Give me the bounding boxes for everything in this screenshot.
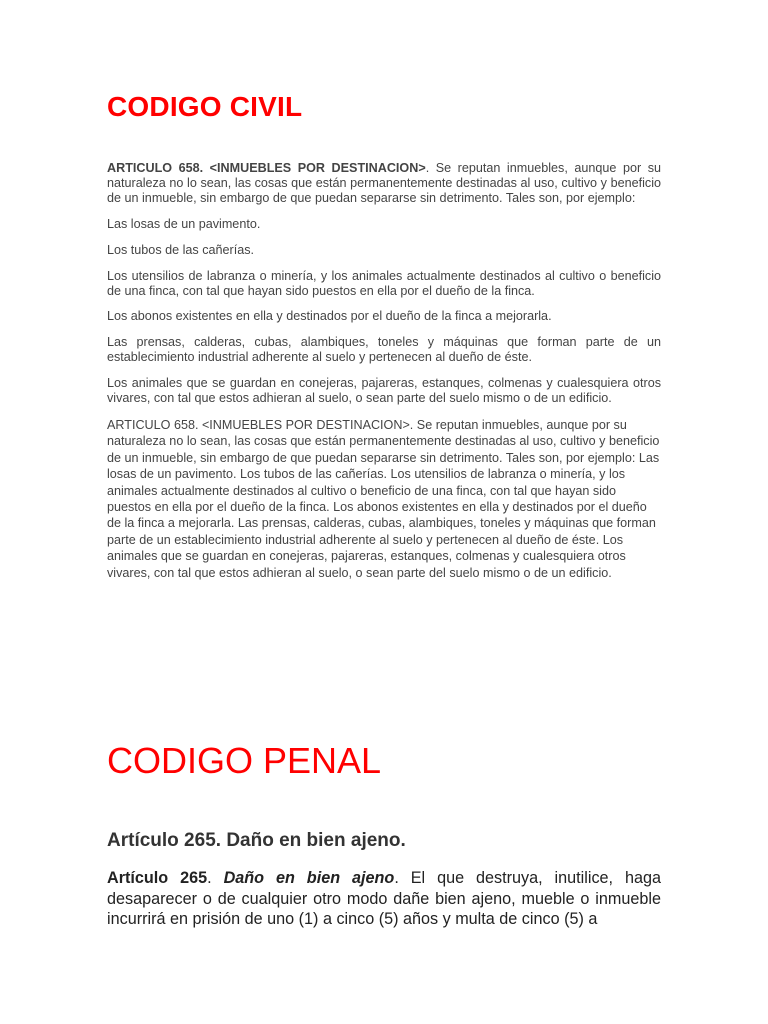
- articulo-658-label: ARTICULO 658. <INMUEBLES POR DESTINACION>: [107, 161, 426, 175]
- articulo-658-repeat-paragraph: ARTICULO 658. <INMUEBLES POR DESTINACION>. Se reputan inmuebles, aunque por su naturaleza no lo sean, las cosas que están permanentemente destinadas al uso, cultivo y beneficio de un inmueble, sin embargo de que puedan separarse sin detrimento. Tales son, por ejemplo: Las losas de un pavimento. Los tubos de las cañerías. Los utensilios de labranza o minería, y los animales actualmente destinados al cultivo o beneficio de una finca, con tal que hayan sido puestos en ella por el dueño de la finca. Los abonos existentes en ella y destinados por el dueño de la finca a mejorarla. Las prensas, calderas, cubas, alambiques, toneles y máquinas que forman parte de un establecimiento industrial adherente al suelo y pertenecen al dueño de éste. Los animales que se guardan en conejeras, pajareras, estanques, colmenas y cualesquiera otros vivares, con tal que estos adhieran al suelo, o sean parte del suelo mismo o de un edificio.: [107, 417, 660, 580]
- articulo-265-body: [107, 868, 661, 930]
- codigo-penal-title: CODIGO PENAL: [107, 740, 382, 781]
- articulo-265-text: . El que destruya, inutilice, haga desaparecer o de cualquier otro modo dañe bien ajeno, mueble o inmueble incurrirá en prisión de uno (1) a cinco (5) años y multa de cinco (5) a: [107, 869, 661, 928]
- articulo-658-intro-text: . Se reputan inmuebles, aunque por su naturaleza no lo sean, las cosas que están permanentemente destinadas al uso, cultivo y beneficio de un inmueble, sin embargo de que puedan separarse sin detrimento. Tales son, por ejemplo:: [107, 161, 661, 206]
- articulo-265-name: Daño en bien ajeno: [223, 869, 395, 887]
- civil-item-3: Los utensilios de labranza o minería, y los animales actualmente destinados al cultivo o beneficio de una finca, con tal que hayan sido puestos en ella por el dueño de la finca.: [107, 268, 661, 298]
- articulo-265-label: Artículo 265: [107, 869, 208, 887]
- codigo-civil-body: [107, 161, 661, 592]
- civil-item-5: Las prensas, calderas, cubas, alambiques, toneles y máquinas que forman parte de un establecimiento industrial adherente al suelo y pertenecen al dueño de éste.: [107, 335, 661, 365]
- articulo-265-heading: Artículo 265. Daño en bien ajeno.: [107, 830, 406, 851]
- civil-item-6: Los animales que se guardan en conejeras, pajareras, estanques, colmenas y cualesquiera otros vivares, con tal que estos adhieran al suelo, o sean parte del suelo mismo o de un edificio.: [107, 376, 661, 406]
- articulo-265-sep: .: [207, 869, 224, 887]
- civil-item-1: Las losas de un pavimento.: [107, 217, 261, 232]
- civil-item-4: Los abonos existentes en ella y destinados por el dueño de la finca a mejorarla.: [107, 309, 552, 324]
- codigo-civil-title: CODIGO CIVIL: [107, 91, 303, 122]
- civil-item-2: Los tubos de las cañerías.: [107, 242, 255, 257]
- articulo-658-intro: [107, 161, 661, 207]
